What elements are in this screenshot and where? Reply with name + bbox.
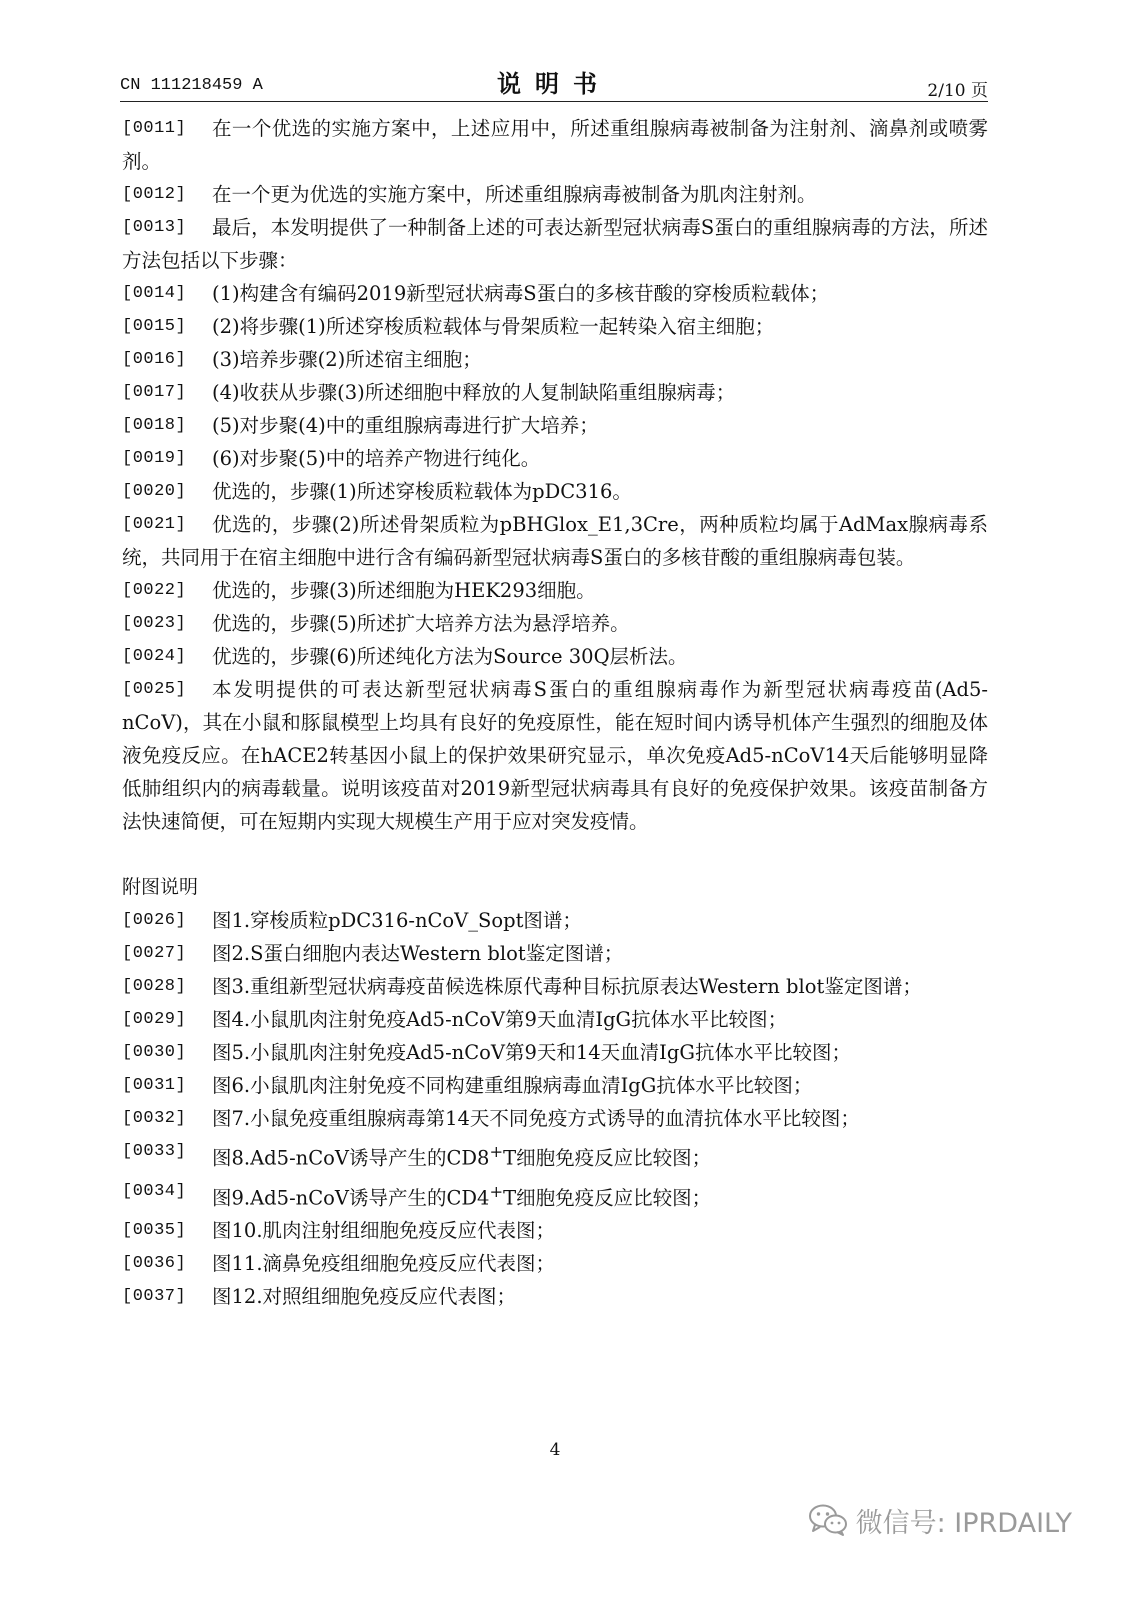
paragraph-number: [0028] (122, 977, 187, 996)
caption-text-start: 图9.Ad5-nCoV诱导产生的CD4 (212, 1186, 490, 1209)
paragraph-number: [0012] (122, 185, 187, 204)
caption-text: 图2.S蛋白细胞内表达Western blot鉴定图谱； (212, 942, 624, 965)
paragraph (122, 673, 988, 838)
paragraph (122, 112, 988, 178)
paragraph-text: 优选的，步骤(1)所述穿梭质粒载体为pDC316。 (212, 480, 632, 503)
paragraph-number: [0034] (122, 1181, 187, 1201)
paragraph-text: 最后，本发明提供了一种制备上述的可表达新型冠状病毒S蛋白的重组腺病毒的方法，所述方法包括以下步骤： (122, 216, 988, 272)
figure-caption (122, 1135, 988, 1175)
paragraph-number: [0021] (122, 515, 187, 534)
watermark (808, 1500, 1072, 1540)
page-number: 4 (549, 1440, 561, 1460)
figure-caption (122, 1214, 988, 1247)
figures-section-heading: 附图说明 (122, 876, 199, 898)
paragraph-number: [0011] (122, 119, 187, 138)
paragraph-number: [0026] (122, 911, 187, 930)
paragraph (122, 277, 988, 310)
paragraph-number: [0015] (122, 317, 187, 336)
paragraph-text: 本发明提供的可表达新型冠状病毒S蛋白的重组腺病毒作为新型冠状病毒疫苗(Ad5-nCoV)，其在小鼠和豚鼠模型上均具有良好的免疫原性，能在短时间内诱导机体产生强烈的细胞及体液免疫反应。在hACE2转基因小鼠上的保护效果研究显示，单次免疫Ad5-nCoV14天后能够明显降低肺组织内的病毒载量。说明该疫苗对2019新型冠状病毒具有良好的免疫保护效果。该疫苗制备方法快速简便，可在短期内实现大规模生产用于应对突发疫情。 (122, 678, 988, 833)
paragraph-number: [0027] (122, 944, 187, 963)
paragraph (122, 607, 988, 640)
paragraph-text: 优选的，步骤(2)所述骨架质粒为pBHGlox_E1,3Cre，两种质粒均属于AdMax腺病毒系统，共同用于在宿主细胞中进行含有编码新型冠状病毒S蛋白的多核苷酸的重组腺病毒包装。 (122, 513, 988, 569)
paragraph (122, 640, 988, 673)
paragraph-number: [0023] (122, 614, 187, 633)
paragraph (122, 442, 988, 475)
paragraph (122, 310, 988, 343)
caption-text: 图5.小鼠肌肉注射免疫Ad5-nCoV第9天和14天血清IgG抗体水平比较图； (212, 1041, 851, 1064)
figure-caption (122, 904, 988, 937)
watermark-text: 微信号: IPRDAILY (855, 1507, 1072, 1539)
paragraph-text: 在一个优选的实施方案中，上述应用中，所述重组腺病毒被制备为注射剂、滴鼻剂或喷雾剂。 (122, 117, 988, 173)
paragraph-text: (1)构建含有编码2019新型冠状病毒S蛋白的多核苷酸的穿梭质粒载体； (212, 282, 830, 305)
paragraph (122, 409, 988, 442)
superscript-plus: + (489, 1142, 504, 1161)
paragraph-text: 优选的，步骤(5)所述扩大培养方法为悬浮培养。 (212, 612, 630, 635)
paragraph-number: [0025] (122, 680, 187, 699)
paragraph-text: (2)将步骤(1)所述穿梭质粒载体与骨架质粒一起转染入宿主细胞； (212, 315, 775, 338)
caption-text-start: 图8.Ad5-nCoV诱导产生的CD8 (212, 1146, 490, 1170)
paragraph-number: [0016] (122, 350, 187, 369)
figure-caption (122, 1247, 988, 1280)
figure-caption (122, 1175, 988, 1215)
paragraph-number: [0033] (122, 1142, 187, 1161)
caption-text-end: T细胞免疫反应比较图； (503, 1146, 712, 1170)
paragraph-number: [0018] (122, 416, 187, 435)
page-info: 2/10 页 (927, 81, 988, 101)
paragraph-text: (6)对步聚(5)中的培养产物进行纯化。 (212, 447, 541, 470)
figure-caption (122, 970, 988, 1003)
page-header (120, 62, 988, 102)
publication-number: CN 111218459 A (120, 76, 263, 95)
paragraph-number: [0022] (122, 581, 187, 600)
caption-text (122, 1175, 988, 1215)
figure-caption (122, 937, 988, 970)
paragraph-number: [0020] (122, 482, 187, 501)
caption-text: 图10.肌肉注射组细胞免疫反应代表图； (212, 1219, 556, 1242)
superscript-plus: + (489, 1181, 504, 1201)
caption-text: 图3.重组新型冠状病毒疫苗候选株原代毒种目标抗原表达Western blot鉴定图谱； (212, 975, 922, 998)
caption-text (122, 1135, 988, 1175)
paragraph-number: [0036] (122, 1254, 187, 1273)
figure-caption (122, 1069, 988, 1102)
paragraph-number: [0019] (122, 449, 187, 468)
caption-text-end: T细胞免疫反应比较图； (503, 1186, 712, 1209)
description-body (122, 112, 988, 1313)
header-divider (120, 101, 988, 102)
document-title: 说明书 (497, 70, 611, 98)
caption-text: 图6.小鼠肌肉注射免疫不同构建重组腺病毒血清IgG抗体水平比较图； (212, 1074, 813, 1097)
paragraph (122, 574, 988, 607)
caption-text: 图4.小鼠肌肉注射免疫Ad5-nCoV第9天血清IgG抗体水平比较图； (212, 1008, 788, 1031)
paragraph (122, 508, 988, 574)
paragraph-text: 在一个更为优选的实施方案中，所述重组腺病毒被制备为肌肉注射剂。 (212, 183, 817, 206)
caption-text: 图12.对照组细胞免疫反应代表图； (212, 1285, 517, 1308)
paragraph-text: (4)收获从步骤(3)所述细胞中释放的人复制缺陷重组腺病毒； (212, 381, 736, 404)
paragraph-number: [0032] (122, 1109, 187, 1128)
paragraph-text: (3)培养步骤(2)所述宿主细胞； (212, 348, 482, 371)
paragraph-text: 优选的，步骤(3)所述细胞为HEK293细胞。 (212, 579, 596, 602)
caption-text: 图7.小鼠免疫重组腺病毒第14天不同免疫方式诱导的血清抗体水平比较图； (212, 1107, 860, 1130)
paragraph-text: (5)对步聚(4)中的重组腺病毒进行扩大培养； (212, 414, 599, 437)
paragraph-number: [0029] (122, 1010, 187, 1029)
figure-caption (122, 1036, 988, 1069)
paragraph-number: [0013] (122, 218, 187, 237)
paragraph-number: [0024] (122, 647, 187, 666)
paragraph-number: [0035] (122, 1221, 187, 1240)
caption-text: 图1.穿梭质粒pDC316-nCoV_Sopt图谱； (212, 909, 582, 932)
paragraph-number: [0037] (122, 1287, 187, 1306)
paragraph (122, 475, 988, 508)
paragraph (122, 178, 988, 211)
figure-caption (122, 1280, 988, 1313)
paragraph (122, 376, 988, 409)
paragraph-number: [0030] (122, 1043, 187, 1062)
figure-caption (122, 1102, 988, 1135)
paragraph-number: [0017] (122, 383, 187, 402)
caption-text: 图11.滴鼻免疫组细胞免疫反应代表图； (212, 1252, 556, 1275)
paragraph-number: [0014] (122, 284, 187, 303)
paragraph-number: [0031] (122, 1076, 187, 1095)
figure-caption (122, 1003, 988, 1036)
paragraph (122, 211, 988, 277)
wechat-icon (808, 1503, 848, 1537)
paragraph (122, 343, 988, 376)
paragraph-text: 优选的，步骤(6)所述纯化方法为Source 30Q层析法。 (212, 645, 688, 668)
